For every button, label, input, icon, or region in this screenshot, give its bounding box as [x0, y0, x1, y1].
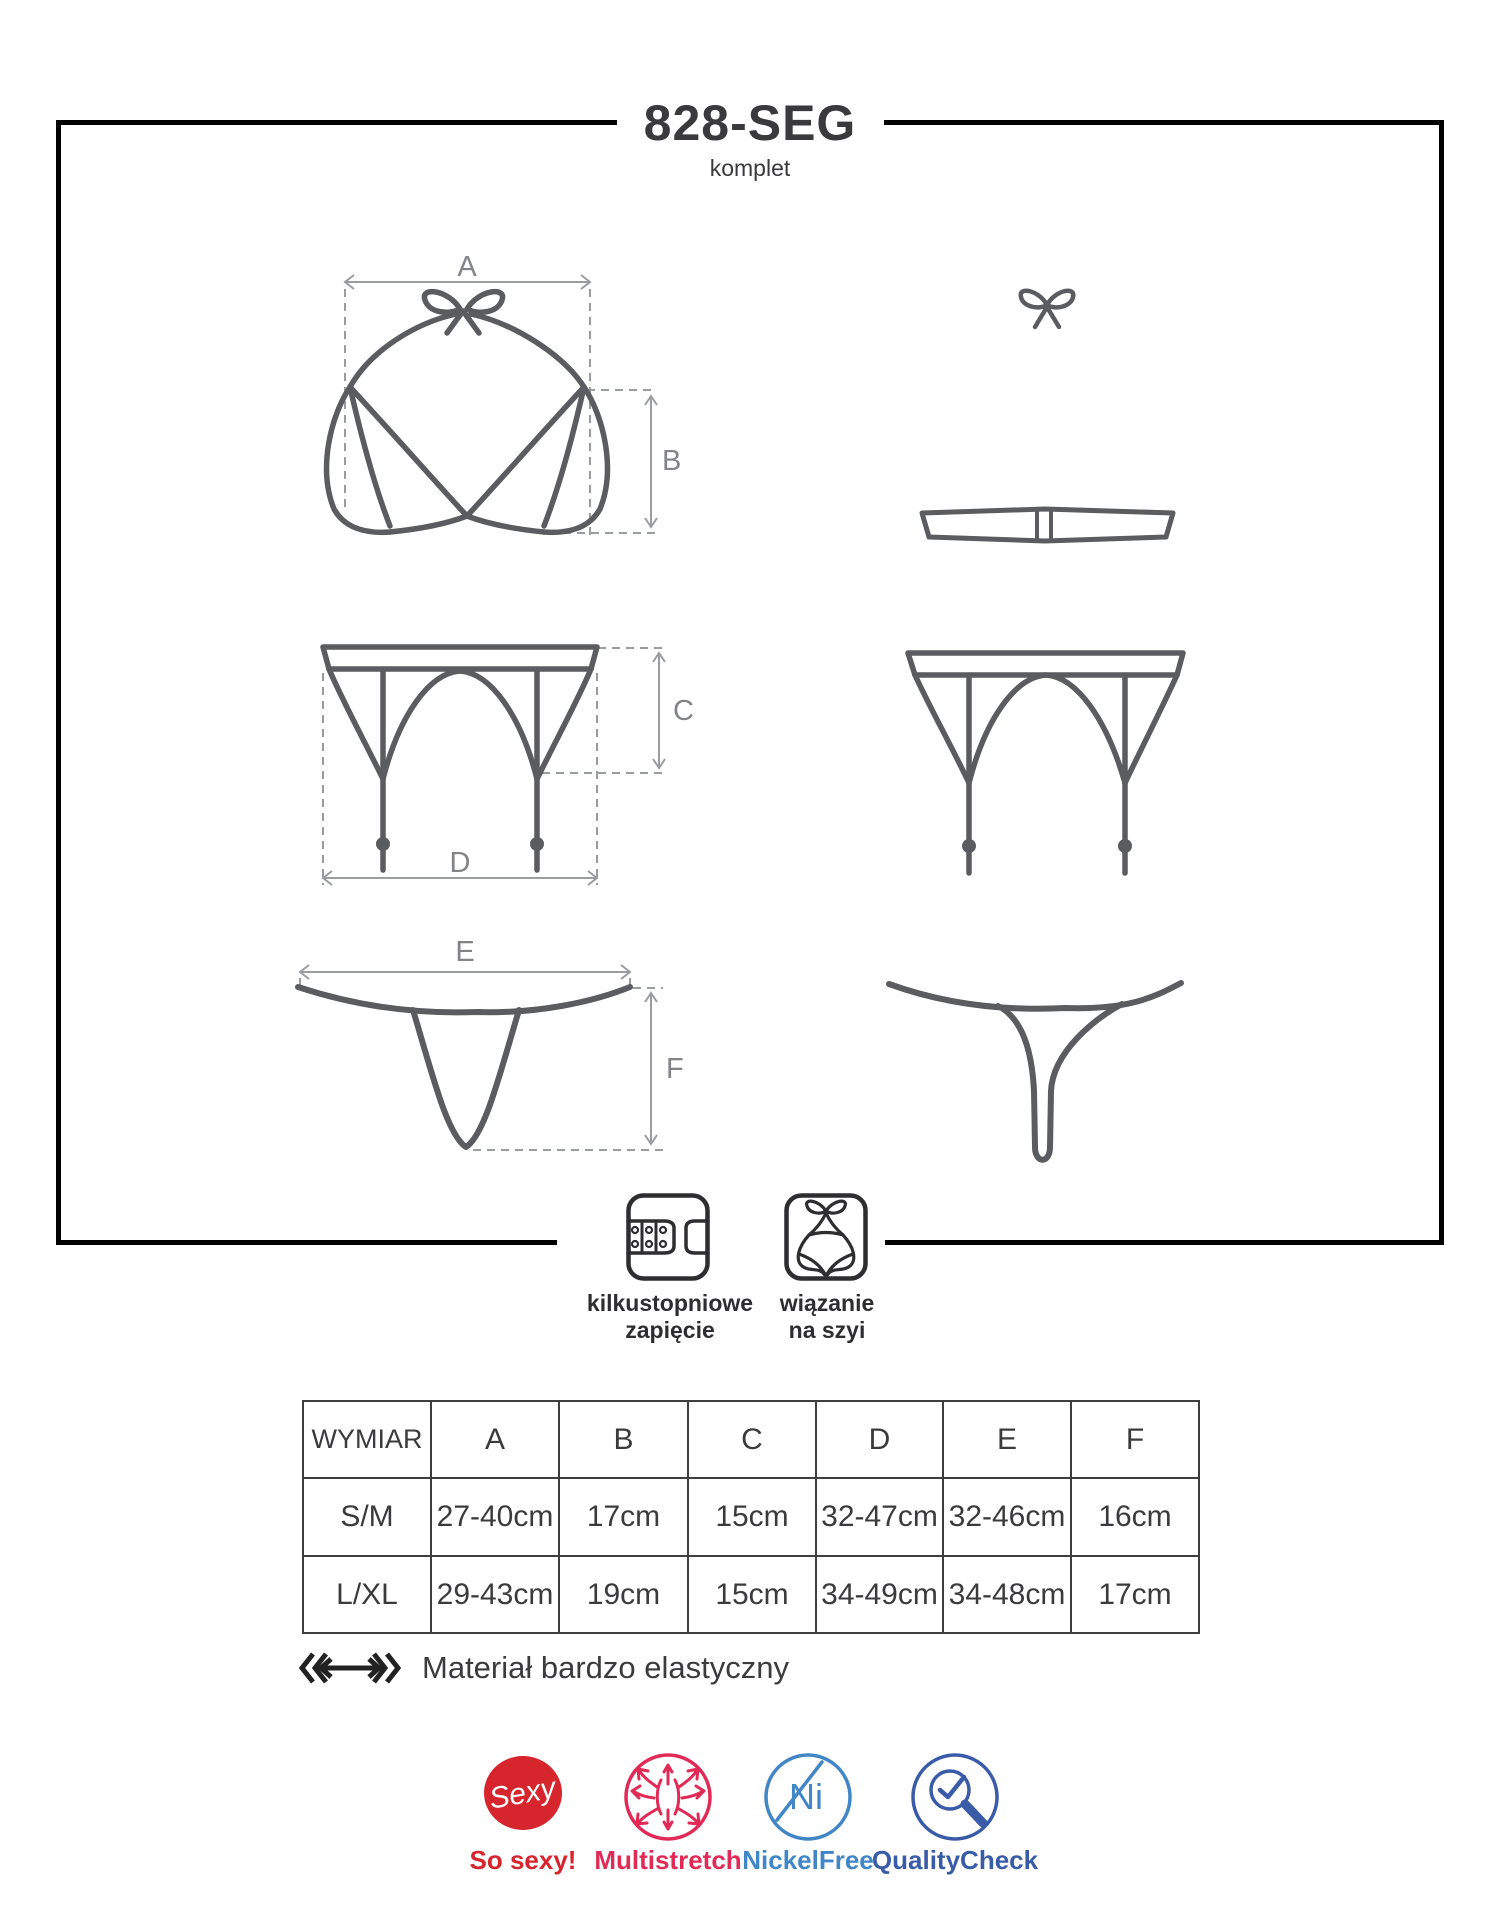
- size-table: [302, 1400, 1200, 1634]
- garter-outline: [323, 647, 597, 870]
- frame-left-border: [56, 120, 61, 1245]
- value-cell: 34-49cm: [816, 1556, 943, 1633]
- frame-bottom-right-border: [885, 1240, 1444, 1245]
- quality-check-icon: [907, 1749, 1003, 1845]
- frame-bottom-left-border: [56, 1240, 557, 1245]
- material-note-row: [300, 1648, 789, 1688]
- dimension-e-label: E: [455, 936, 475, 968]
- header-cell: B: [559, 1401, 688, 1478]
- feature-label-closure: [585, 1290, 755, 1344]
- value-cell: 15cm: [688, 1556, 816, 1633]
- value-cell: 32-47cm: [816, 1478, 943, 1556]
- bra-back-band-diagram: [915, 502, 1180, 544]
- dimension-f-label: F: [666, 1053, 684, 1085]
- value-cell: 19cm: [559, 1556, 688, 1633]
- neck-tie-icon: [783, 1192, 869, 1282]
- feature-label-neck-tie: [742, 1290, 912, 1344]
- size-table-row-lxl: [303, 1556, 1199, 1633]
- badge-label: Multistretch: [594, 1845, 742, 1875]
- stretch-arrows-icon: [300, 1648, 400, 1688]
- badge-quality-check: [870, 1749, 1040, 1874]
- feature-label-line: zapięcie: [625, 1317, 715, 1343]
- size-table-header-row: [303, 1401, 1199, 1478]
- nickel-symbol-text: Ni: [789, 1776, 823, 1817]
- feature-label-line: wiązanie: [779, 1290, 875, 1316]
- hook-eye-closure-icon: [625, 1192, 711, 1282]
- dimension-a-label: A: [457, 251, 477, 283]
- badge-label: QualityCheck: [871, 1845, 1039, 1875]
- value-cell: 16cm: [1071, 1478, 1199, 1556]
- frame-right-border: [1439, 120, 1444, 1245]
- band-clasp: [1037, 511, 1051, 539]
- nickel-free-icon: [760, 1749, 856, 1845]
- value-cell: 15cm: [688, 1478, 816, 1556]
- magnifier-handle: [965, 1804, 983, 1823]
- value-cell: 29-43cm: [431, 1556, 559, 1633]
- sexy-circle-text: Sexy: [486, 1771, 559, 1816]
- value-cell: 17cm: [1071, 1556, 1199, 1633]
- thong-outline: [298, 987, 630, 1147]
- frame-top-right-border: [884, 120, 1444, 125]
- product-code-title: 828-SEG: [643, 95, 857, 151]
- dimension-d-label: D: [449, 847, 471, 879]
- garter-clip: [962, 839, 976, 853]
- header-cell: F: [1071, 1401, 1199, 1478]
- badge-label: So sexy!: [469, 1845, 577, 1875]
- panty-shape: [798, 1233, 854, 1277]
- dimension-c-label: C: [673, 695, 694, 727]
- thong-front-diagram: [285, 936, 693, 1163]
- value-cell: 17cm: [559, 1478, 688, 1556]
- header-cell: WYMIAR: [303, 1401, 431, 1478]
- header-cell: D: [816, 1401, 943, 1478]
- sexy-circle-icon: [475, 1749, 571, 1845]
- dimension-lines: [300, 936, 684, 1150]
- bra-back-bow-diagram: [1015, 283, 1079, 333]
- value-cell: 32-46cm: [943, 1478, 1071, 1556]
- hook-eyes: [632, 1227, 666, 1247]
- size-table-row-sm: [303, 1478, 1199, 1556]
- feature-label-line: kilkustopniowe: [586, 1290, 754, 1316]
- check-mark: [940, 1777, 964, 1797]
- feature-label-line: na szyi: [788, 1317, 866, 1343]
- tie-bow: [807, 1201, 846, 1235]
- garter-clip: [1118, 839, 1132, 853]
- frame-top-left-border: [56, 120, 617, 125]
- garter-clip: [376, 837, 390, 851]
- header-cell: A: [431, 1401, 559, 1478]
- dimension-b-label: B: [662, 445, 682, 477]
- product-subtitle: komplet: [709, 155, 791, 181]
- garter-back-diagram: [890, 646, 1200, 878]
- material-note-text: Materiał bardzo elastyczny: [422, 1650, 789, 1685]
- badge-label: NickelFree: [742, 1845, 874, 1875]
- value-cell: 27-40cm: [431, 1478, 559, 1556]
- header-cell: C: [688, 1401, 816, 1478]
- size-cell: S/M: [303, 1478, 431, 1556]
- bra-front-diagram: [300, 251, 700, 555]
- garter-clip: [530, 837, 544, 851]
- size-cell: L/XL: [303, 1556, 431, 1633]
- value-cell: 34-48cm: [943, 1556, 1071, 1633]
- badge-nickel-free: [723, 1749, 893, 1874]
- dimension-lines: [345, 251, 681, 535]
- bra-outline: [327, 292, 608, 533]
- multistretch-icon: [620, 1749, 716, 1845]
- thong-back-diagram: [885, 975, 1215, 1175]
- garter-front-diagram: [295, 640, 705, 892]
- badge-so-sexy: [448, 1749, 598, 1874]
- header-cell: E: [943, 1401, 1071, 1478]
